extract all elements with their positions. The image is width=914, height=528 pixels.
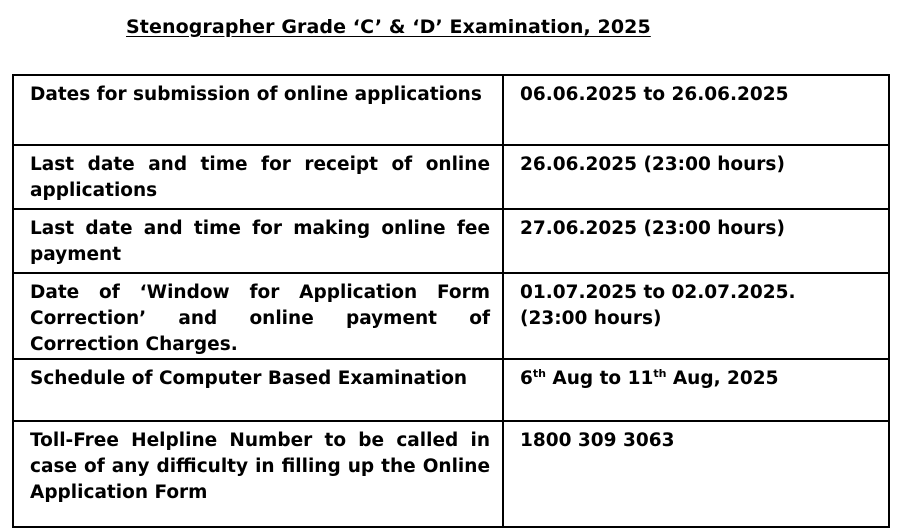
row-label: Schedule of Computer Based Examination xyxy=(13,359,503,421)
exam-range-middle: Aug to 11 xyxy=(545,368,654,389)
table-row-submission-dates xyxy=(13,75,889,145)
row-value: 26.06.2025 (23:00 hours) xyxy=(503,145,889,209)
page-title: Stenographer Grade ‘C’ & ‘D’ Examination, 2025 xyxy=(126,16,651,38)
ordinal-suffix: th xyxy=(532,366,546,380)
table-row-helpline xyxy=(13,421,889,527)
row-value: 06.06.2025 to 26.06.2025 xyxy=(503,75,889,145)
row-value xyxy=(503,273,889,359)
row-label: Last date and time for making online fee payment xyxy=(13,209,503,273)
table-row-exam-schedule xyxy=(13,359,889,421)
row-label: Toll-Free Helpline Number to be called in case of any difficulty in filling up the Online Application Form xyxy=(13,421,503,527)
schedule-table xyxy=(12,74,890,528)
row-value xyxy=(503,359,889,421)
row-value-line-1: 01.07.2025 to 02.07.2025. xyxy=(520,282,796,303)
table-row-correction-window xyxy=(13,273,889,359)
helpline-number: 1800 309 3063 xyxy=(503,421,889,527)
table-row-receipt-deadline xyxy=(13,145,889,209)
exam-range-end: Aug, 2025 xyxy=(666,368,779,389)
table-row-fee-payment-deadline xyxy=(13,209,889,273)
row-label: Dates for submission of online applications xyxy=(13,75,503,145)
ordinal-suffix: th xyxy=(653,366,667,380)
row-value: 27.06.2025 (23:00 hours) xyxy=(503,209,889,273)
row-value-line-2: (23:00 hours) xyxy=(520,308,662,329)
row-label: Date of ‘Window for Application Form Correction’ and online payment of Correction Charges. xyxy=(13,273,503,359)
row-label: Last date and time for receipt of online applications xyxy=(13,145,503,209)
exam-start-day: 6 xyxy=(520,368,533,389)
